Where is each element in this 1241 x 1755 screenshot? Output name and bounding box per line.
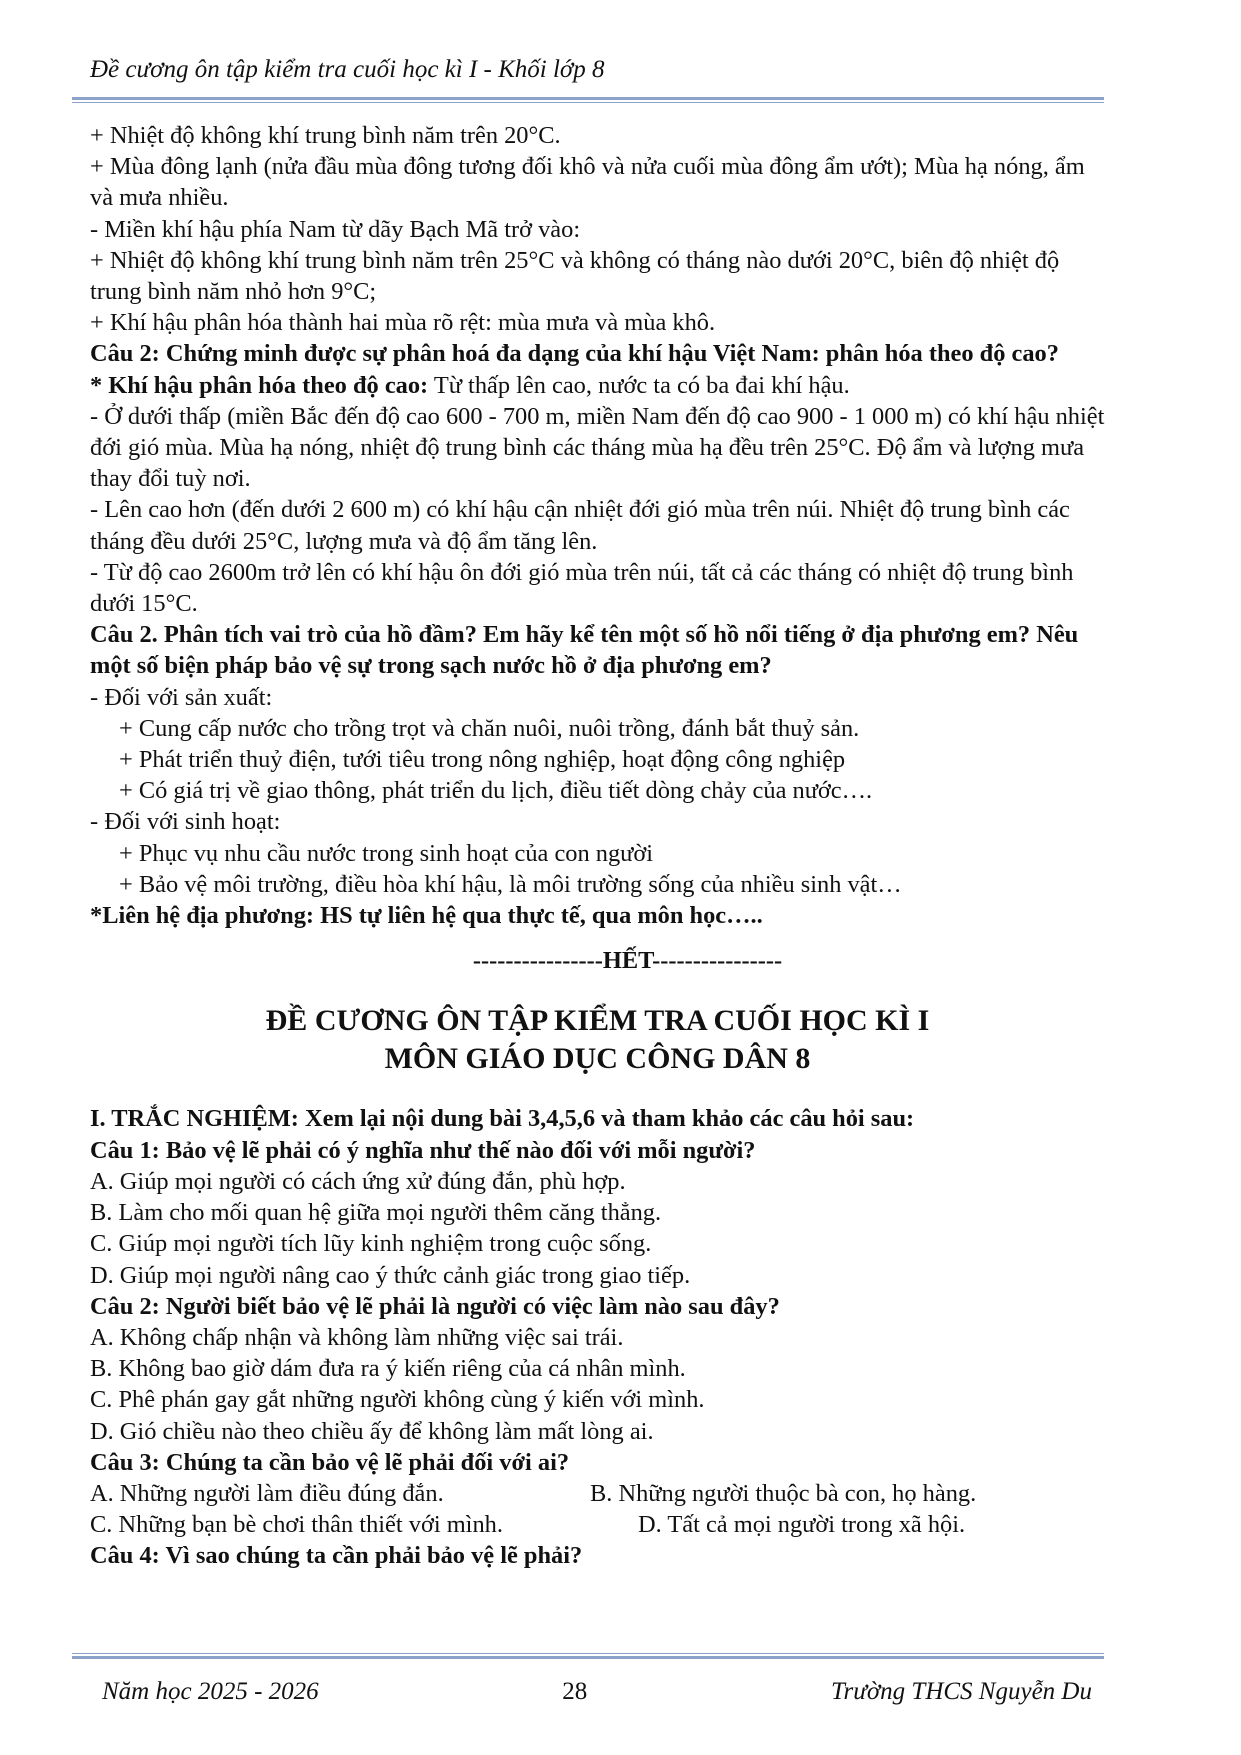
text-line: - Từ độ cao 2600m trở lên có khí hậu ôn đới gió mùa trên núi, tất cả các tháng có nhiệt độ trung bình dưới 15°C. xyxy=(90,558,1074,618)
question-heading: Câu 2: Người biết bảo vệ lẽ phải là người có việc làm nào sau đây? xyxy=(90,1292,780,1320)
answer-option: A. Không chấp nhận và không làm những việc sai trái. xyxy=(90,1323,624,1351)
footer-rule-thin xyxy=(72,1653,1104,1654)
section-title: ĐỀ CƯƠNG ÔN TẬP KIỂM TRA CUỐI HỌC KÌ I xyxy=(265,1004,930,1038)
question-heading: Câu 2. Phân tích vai trò của hồ đầm? Em hãy kể tên một số hồ nổi tiếng ở địa phương em? Nêu một số biện pháp bảo vệ sự trong sạch nước hồ ở địa phương em? xyxy=(90,621,1079,680)
school-name: Trường THCS Nguyễn Du xyxy=(830,1678,1092,1705)
answer-option: C. Phê phán gay gắt những người không cùng ý kiến với mình. xyxy=(90,1386,705,1414)
answer-option: D. Gió chiều nào theo chiều ấy để không làm mất lòng ai. xyxy=(90,1417,654,1445)
page-content xyxy=(90,120,1105,1572)
answer-option: A. Những người làm điều đúng đắn. xyxy=(90,1479,444,1507)
header-rule-thin xyxy=(72,102,1104,103)
page-header: Đề cương ôn tập kiểm tra cuối học kì I - Khối lớp 8 xyxy=(90,56,605,83)
local-note: *Liên hệ địa phương: HS tự liên hệ qua thực tế, qua môn học….. xyxy=(90,902,763,930)
answer-row xyxy=(90,1509,1105,1540)
text-line: - Đối với sinh hoạt: xyxy=(90,808,281,836)
text-line: + Nhiệt độ không khí trung bình năm trên 25°C và không có tháng nào dưới 20°C, biên độ nhiệt độ trung bình năm nhỏ hơn 9°C; xyxy=(90,246,1060,306)
page-number: 28 xyxy=(562,1678,588,1705)
text-line: + Phục vụ nhu cầu nước trong sinh hoạt của con người xyxy=(119,839,654,867)
answer-option: B. Làm cho mối quan hệ giữa mọi người thêm căng thẳng. xyxy=(90,1199,662,1227)
text-line: + Có giá trị về giao thông, phát triển du lịch, điều tiết dòng chảy của nước…. xyxy=(119,777,873,805)
text-line xyxy=(90,370,1105,401)
question-heading: Câu 4: Vì sao chúng ta cần phải bảo vệ lẽ phải? xyxy=(90,1542,583,1570)
answer-option: C. Những bạn bè chơi thân thiết với mình. xyxy=(90,1511,503,1539)
text-line: - Ở dưới thấp (miền Bắc đến độ cao 600 - 700 m, miền Nam đến độ cao 900 - 1 000 m) có khí hậu nhiệt đới gió mùa. Mùa hạ nóng, nhiệt độ trung bình các tháng mùa hạ đều trên 25°C. Độ ẩm và lượng mưa thay đổi tuỳ nơi. xyxy=(90,402,1105,493)
school-year: Năm học 2025 - 2026 xyxy=(102,1678,319,1705)
answer-option: B. Không bao giờ dám đưa ra ý kiến riêng của cá nhân mình. xyxy=(90,1355,686,1383)
answer-option: D. Giúp mọi người nâng cao ý thức cảnh giác trong giao tiếp. xyxy=(90,1261,691,1289)
text-line: + Bảo vệ môi trường, điều hòa khí hậu, là môi trường sống của nhiều sinh vật… xyxy=(119,870,902,898)
question-heading: Câu 3: Chúng ta cần bảo vệ lẽ phải đối với ai? xyxy=(90,1448,570,1476)
answer-option: A. Giúp mọi người có cách ứng xử đúng đắn, phù hợp. xyxy=(90,1167,626,1195)
footer-rule xyxy=(72,1656,1104,1659)
text-line: - Lên cao hơn (đến dưới 2 600 m) có khí hậu cận nhiệt đới gió mùa trên núi. Nhiệt độ trung bình các tháng đều dưới 25°C, lượng mưa và độ ẩm tăng lên. xyxy=(90,496,1070,555)
lead-rest: Từ thấp lên cao, nước ta có ba đai khí hậu. xyxy=(428,371,850,399)
text-line: - Đối với sản xuất: xyxy=(90,683,273,711)
text-line: + Mùa đông lạnh (nửa đầu mùa đông tương đối khô và nửa cuối mùa đông ẩm ướt); Mùa hạ nóng, ẩm và mưa nhiều. xyxy=(90,153,1085,212)
page-footer xyxy=(102,1678,1092,1706)
text-line: + Khí hậu phân hóa thành hai mùa rõ rệt: mùa mưa và mùa khô. xyxy=(90,309,716,337)
section-subtitle: MÔN GIÁO DỤC CÔNG DÂN 8 xyxy=(384,1042,811,1076)
answer-option: C. Giúp mọi người tích lũy kinh nghiệm trong cuộc sống. xyxy=(90,1230,652,1258)
bold-lead: * Khí hậu phân hóa theo độ cao: xyxy=(90,371,429,399)
end-separator: ----------------HẾT---------------- xyxy=(472,947,783,975)
answer-row xyxy=(90,1478,1105,1509)
text-line: - Miền khí hậu phía Nam từ dãy Bạch Mã trở vào: xyxy=(90,215,581,243)
question-heading: Câu 2: Chứng minh được sự phân hoá đa dạng của khí hậu Việt Nam: phân hóa theo độ cao? xyxy=(90,340,1059,368)
text-line: + Nhiệt độ không khí trung bình năm trên 20°C. xyxy=(90,122,561,149)
answer-option: B. Những người thuộc bà con, họ hàng. xyxy=(590,1479,977,1507)
text-line: + Phát triển thuỷ điện, tưới tiêu trong nông nghiệp, hoạt động công nghiệp xyxy=(119,746,846,774)
answer-option: D. Tất cả mọi người trong xã hội. xyxy=(638,1511,966,1539)
text-line: + Cung cấp nước cho trồng trọt và chăn nuôi, nuôi trồng, đánh bắt thuỷ sản. xyxy=(119,714,860,742)
header-rule xyxy=(72,97,1104,100)
part-heading: I. TRẮC NGHIỆM: Xem lại nội dung bài 3,4,5,6 và tham khảo các câu hỏi sau: xyxy=(90,1105,915,1133)
question-heading: Câu 1: Bảo vệ lẽ phải có ý nghĩa như thế nào đối với mỗi người? xyxy=(90,1136,756,1164)
